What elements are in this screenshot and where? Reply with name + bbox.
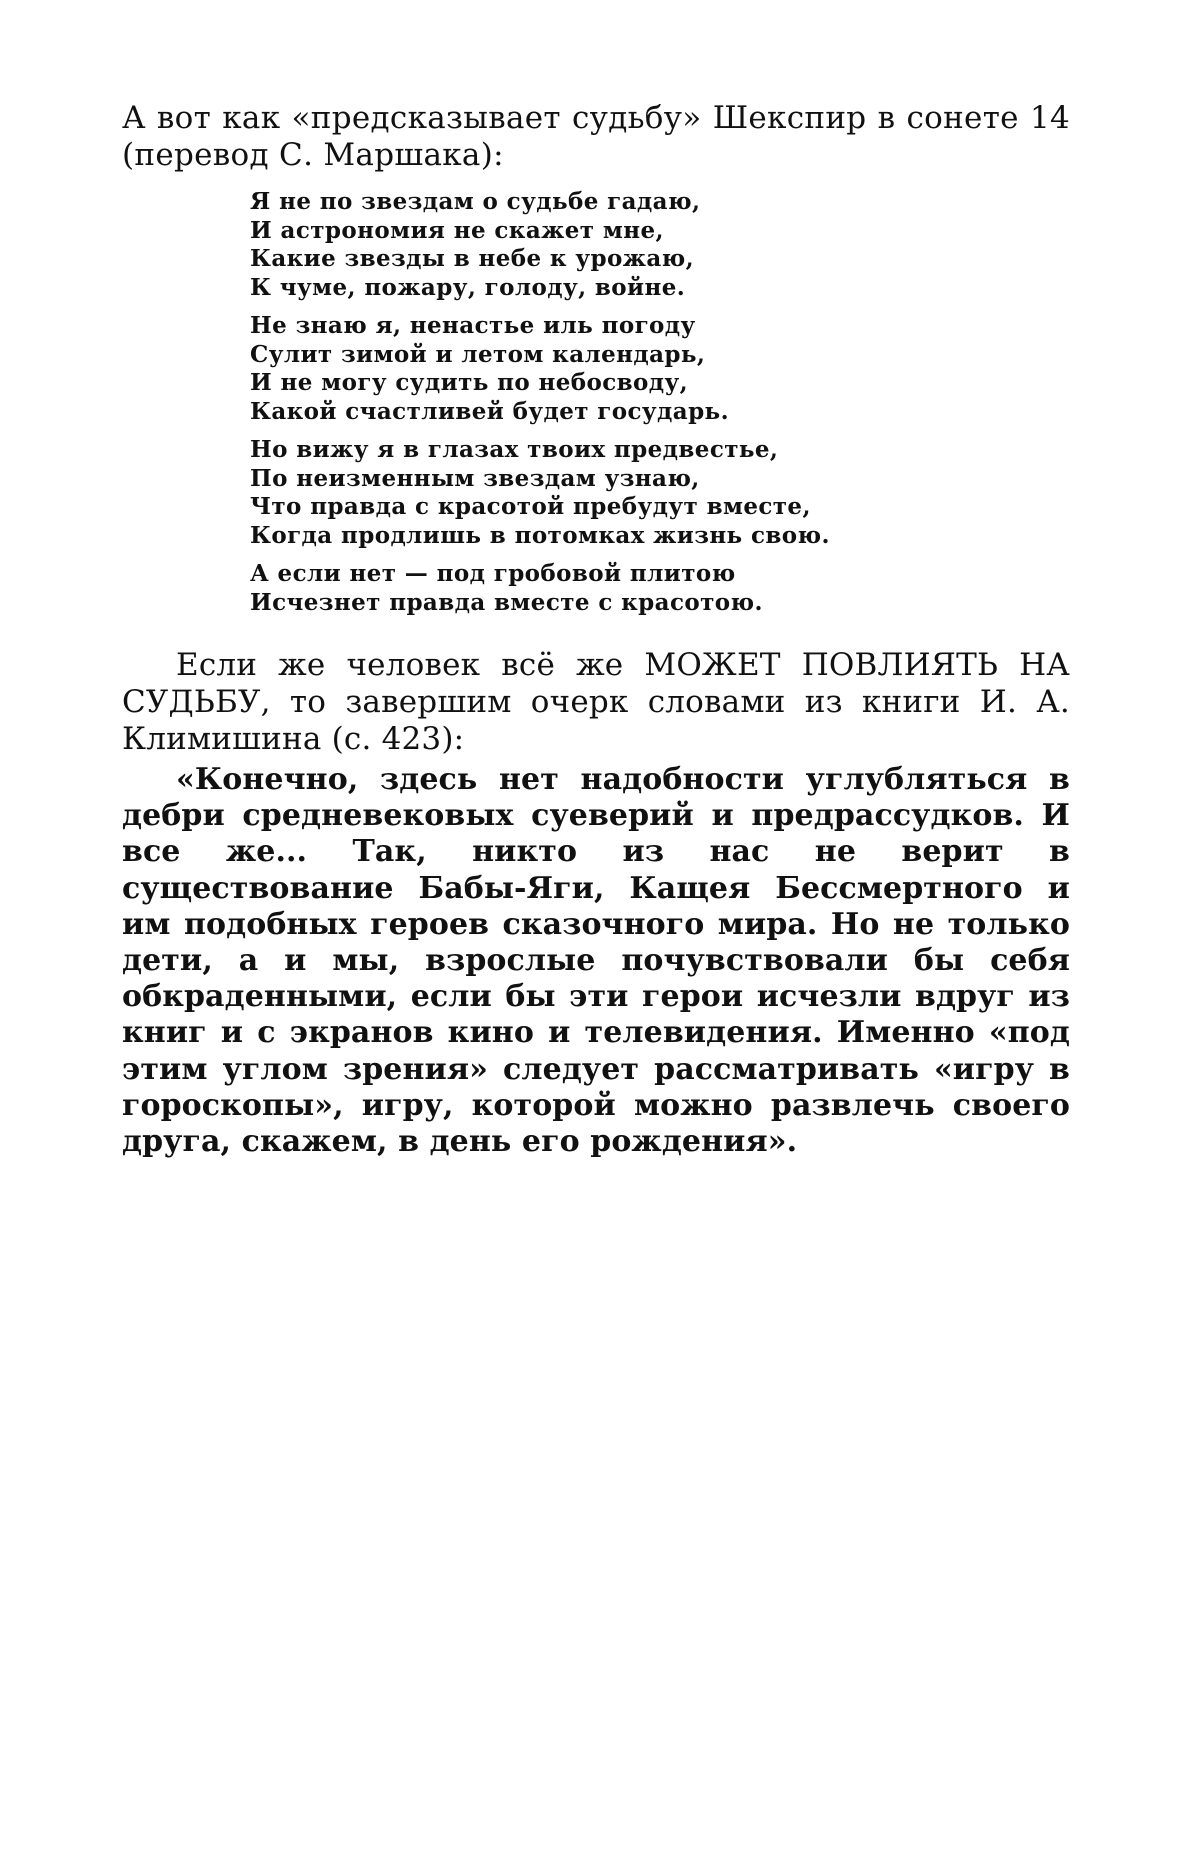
poem-line: Исчезнет правда вместе с красотою. [250,588,763,616]
poem-line: Когда продлишь в потомках жизнь свою. [250,521,830,549]
poem-line: Какой счастливей будет государь. [250,397,729,425]
poem-line: А если нет — под гробовой плитою [250,560,736,587]
closing-paragraph [122,647,1070,758]
poem-line: Но вижу я в глазах твоих предвестье, [250,436,779,463]
klimishin-quote: «Конечно, здесь нет надобности углубляться в дебри средневековых суеверий и предрассудков. И все же... Так, никто из нас не верит в существование Бабы-Яги, Кащея Бессмертного и им подобных героев сказочного мира. Но не только дети, а и мы, взрослые почувствовали бы себя обкраденными, если бы эти герои исчезли вдруг из книг и с экранов кино и телевидения. Именно «под этим углом зрения» следует рассматривать «игру в гороскопы», игру, которой можно развлечь своего друга, скажем, в день его рождения». [122,762,1070,1160]
poem-stanza [250,188,1070,302]
poem-line: Я не по звездам о судьбе гадаю, [250,188,701,215]
poem-line: К чуме, пожару, голоду, войне. [250,273,686,301]
book-page [122,100,1070,1160]
poem-line: Сулит зимой и летом календарь, [250,340,706,368]
poem-line: Какие звезды в небе к урожаю, [250,245,695,272]
poem-line: Не знаю я, ненастье иль погоду [250,312,696,339]
poem-line: По неизменным звездам узнаю, [250,464,700,492]
intro-paragraph: А вот как «предсказывает судьбу» Шекспир в сонете 14 (перевод С. Маршака): [122,100,1070,173]
closing-emphasis: МОЖЕТ ПОВЛИЯТЬ НА СУДЬБУ [122,647,1070,720]
closing-text-end: , то завершим очерк словами из книги И. А. Климишина (с. 423): [122,684,1070,757]
poem-stanza [250,436,1070,550]
poem-line: И астрономия не скажет мне, [250,216,664,244]
poem-stanza [250,560,1070,617]
poem-line: Что правда с красотой пребудут вместе, [250,493,811,520]
poem-line: И не могу судить по небосводу, [250,369,689,396]
closing-text-start: Если же человек всё же [176,647,645,683]
poem-stanza [250,312,1070,426]
sonnet-14 [250,188,1070,617]
